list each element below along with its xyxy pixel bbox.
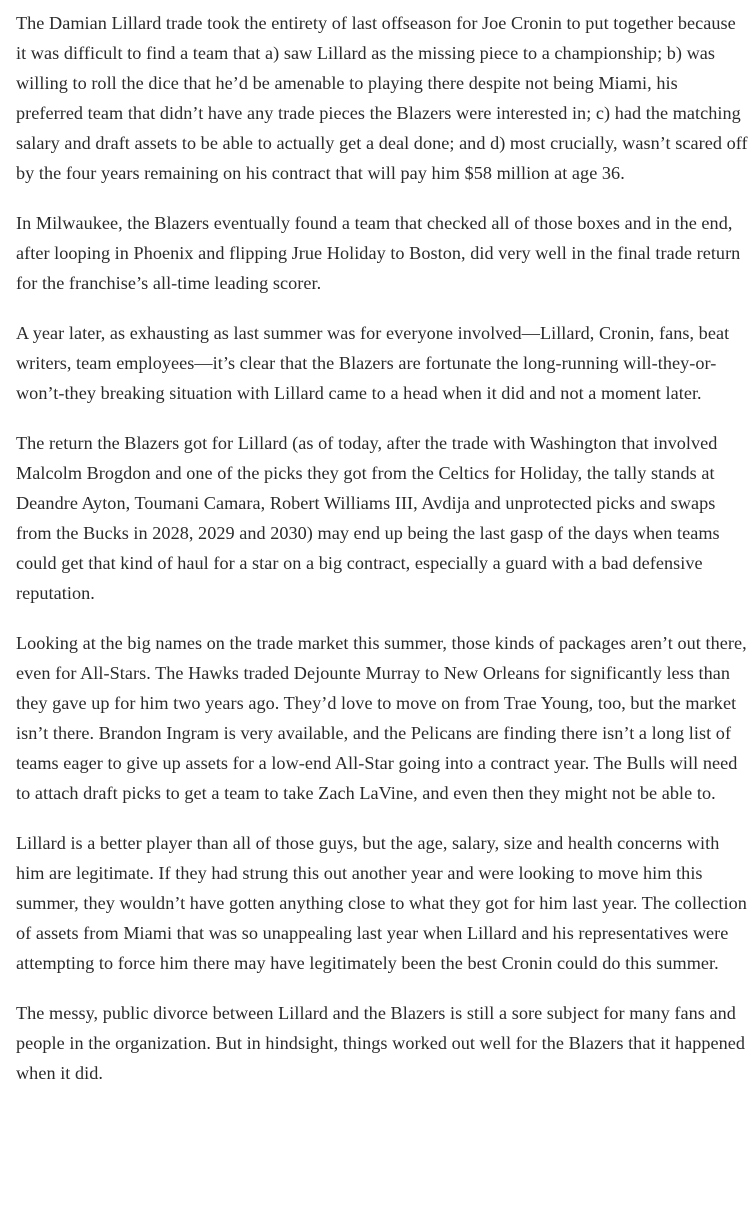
article-paragraph-5: Looking at the big names on the trade market this summer, those kinds of packages aren’t out there, even for All-Stars. The Hawks traded Dejounte Murray to New Orleans for significantly less than they gave up for him two years ago. They’d love to move on from Trae Young, too, but the market isn’t there. Brandon Ingram is very available, and the Pelicans are finding there isn’t a long list of teams eager to give up assets for a low-end All-Star going into a contract year. The Bulls will need to attach draft picks to get a team to take Zach LaVine, and even then they might not be able to. [16, 633, 747, 803]
article-paragraph-3: A year later, as exhausting as last summer was for everyone involved—Lillard, Cronin, fans, beat writers, team employees—it’s clear that the Blazers are fortunate the long-running will-they-or-won’t-they breaking situation with Lillard came to a head when it did and not a moment later. [16, 323, 730, 403]
article-paragraph-6: Lillard is a better player than all of those guys, but the age, salary, size and health concerns with him are legitimate. If they had strung this out another year and were looking to move him this summer, they wouldn’t have gotten anything close to what they got for him last year. The collection of assets from Miami that was so unappealing last year when Lillard and his representatives were attempting to force him there may have legitimately been the best Cronin could do this summer. [16, 833, 747, 973]
article-paragraph-7: The messy, public divorce between Lillard and the Blazers is still a sore subject for many fans and people in the organization. But in hindsight, things worked out well for the Blazers that it happened when it did. [16, 1003, 746, 1083]
article-paragraph-4: The return the Blazers got for Lillard (as of today, after the trade with Washington that involved Malcolm Brogdon and one of the picks they got from the Celtics for Holiday, the tally stands at Deandre Ayton, Toumani Camara, Robert Williams III, Avdija and unprotected picks and swaps from the Bucks in 2028, 2029 and 2030) may end up being the last gasp of the days when teams could get that kind of haul for a star on a big contract, especially a guard with a bad defensive reputation. [16, 433, 720, 603]
article-paragraph-2: In Milwaukee, the Blazers eventually found a team that checked all of those boxes and in the end, after looping in Phoenix and flipping Jrue Holiday to Boston, did very well in the final trade return for the franchise’s all-time leading scorer. [16, 213, 741, 293]
article-paragraph-1: The Damian Lillard trade took the entirety of last offseason for Joe Cronin to put together because it was difficult to find a team that a) saw Lillard as the missing piece to a championship; b) was willing to roll the dice that he’d be amenable to playing there despite not being Miami, his preferred team that didn’t have any trade pieces the Blazers were interested in; c) had the matching salary and draft assets to be able to actually get a deal done; and d) most crucially, wasn’t scared off by the four years remaining on his contract that will pay him $58 million at age 36. [16, 13, 748, 183]
